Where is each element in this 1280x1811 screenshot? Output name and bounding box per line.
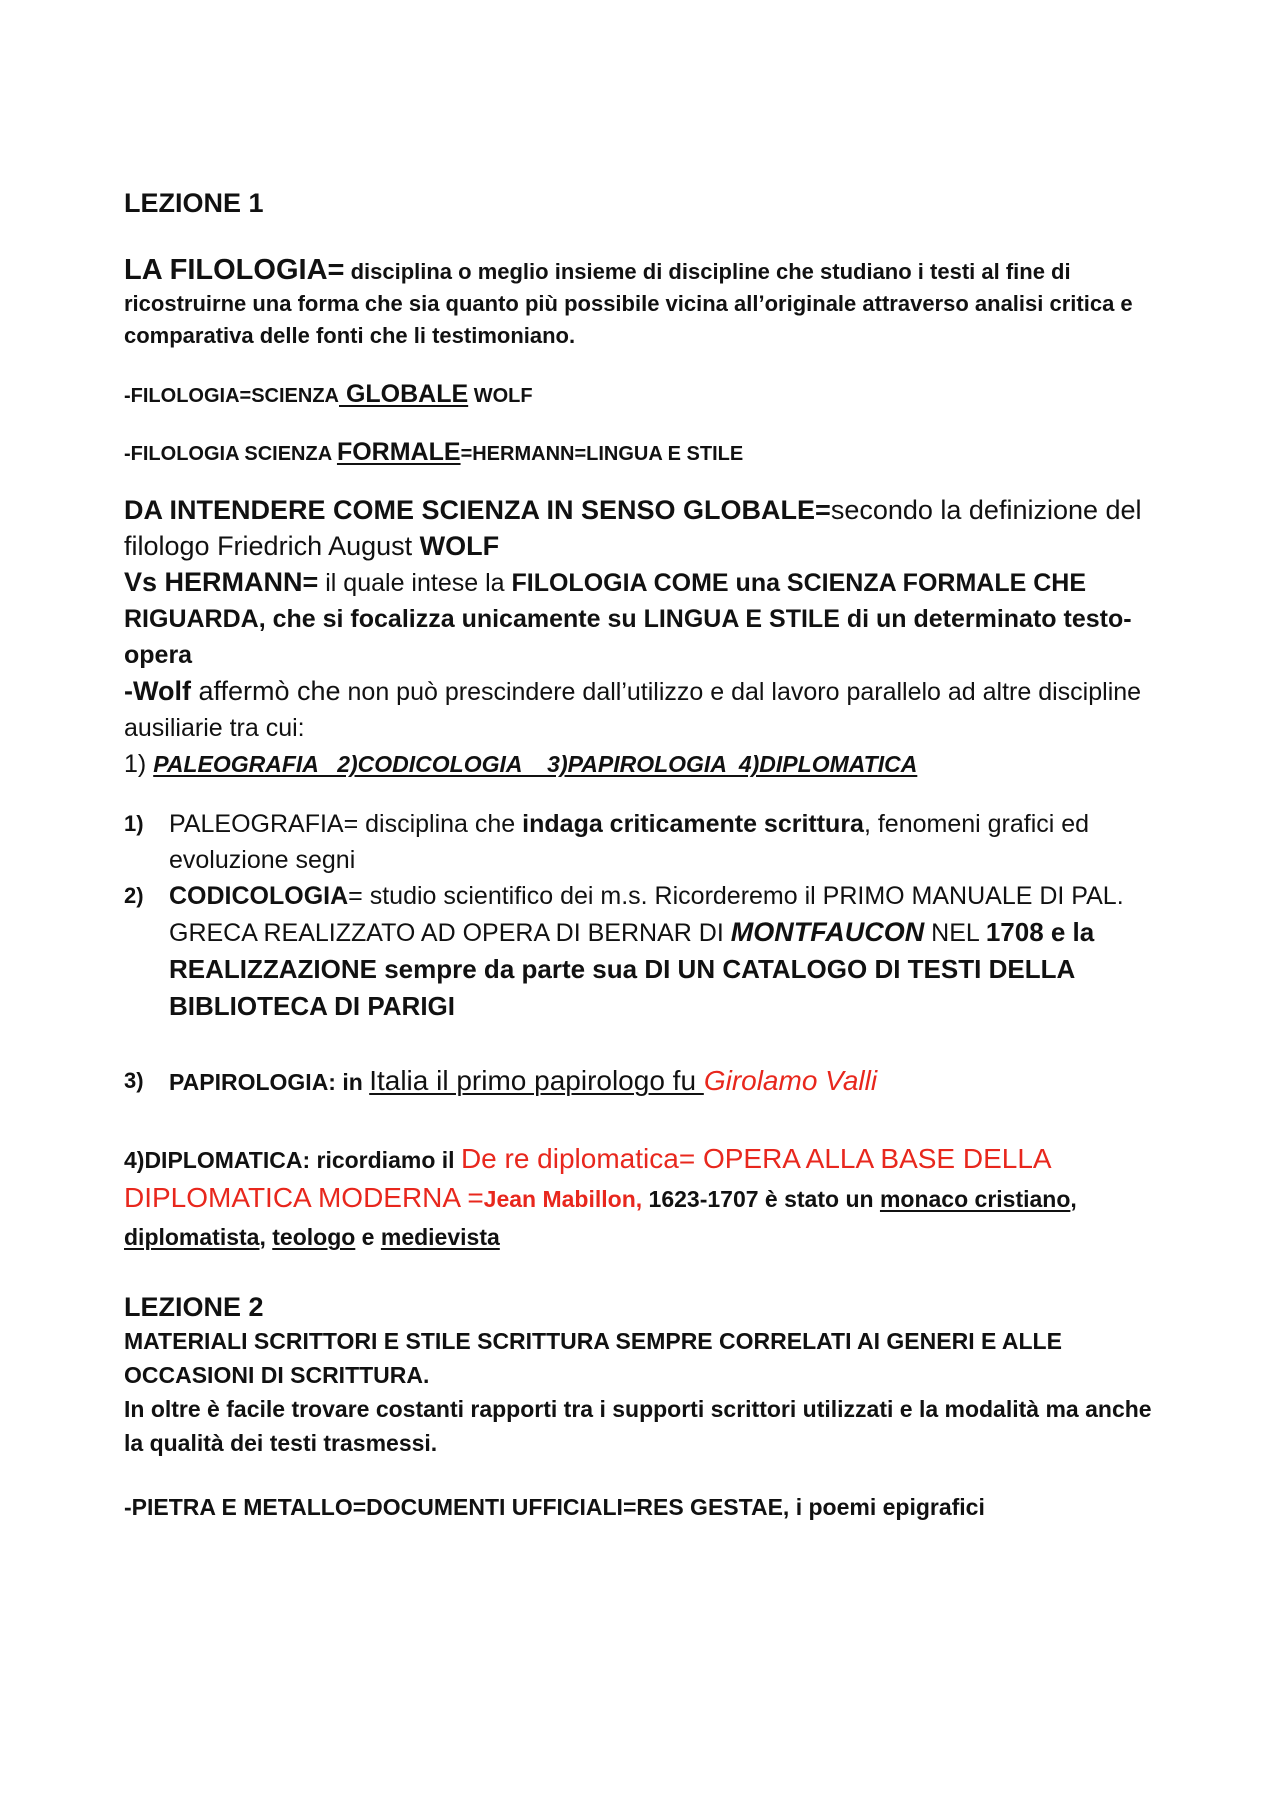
globale-keyword: GLOBALE xyxy=(339,380,469,408)
filologia-term: LA FILOLOGIA= xyxy=(124,254,345,286)
ausiliarie-line: 1) PALEOGRAFIA 2)CODICOLOGIA 3)PAPIROLOGIA 4)DIPLOMATICA xyxy=(124,750,918,778)
diplomatica-paragraph: 4)DIPLOMATICA: ricordiamo il De re diplomatica= OPERA ALLA BASE DELLA DIPLOMATICA MODERNA =Jean Mabillon, 1623-1707 è stato un monaco cristiano, diplomatista, teologo e medievista xyxy=(124,1143,1077,1250)
inoltre-paragraph: In oltre è facile trovare costanti rapporti tra i supporti scrittori utilizzati e la modalità ma anche la qualità dei testi trasmessi. xyxy=(124,1396,1152,1456)
list-item-codicologia: 2) CODICOLOGIA= studio scientifico dei m.s. Ricorderemo il PRIMO MANUALE DI PAL. GRECA REALIZZATO AD OPERA DI BERNAR DI MONTFAUCON NEL 1708 e la REALIZZAZIONE sempre da parte sua DI UN CATALOGO DI TESTI DELLA BIBLIOTECA DI PARIGI xyxy=(124,882,1124,1021)
vs-hermann-paragraph: Vs HERMANN= il quale intese la FILOLOGIA COME una SCIENZA FORMALE CHE RIGUARDA, che si focalizza unicamente su LINGUA E STILE di un determinato testo-opera xyxy=(124,567,1132,669)
filologia-definition xyxy=(124,254,1164,352)
notes-body xyxy=(124,186,1164,1524)
materiali-paragraph: MATERIALI SCRITTORI E STILE SCRITTURA SEMPRE CORRELATI AI GENERI E ALLE OCCASIONI DI SCRITTURA. xyxy=(124,1328,1062,1388)
intendere-paragraph: DA INTENDERE COME SCIENZA IN SENSO GLOBALE=secondo la definizione del filologo Friedrich August WOLF xyxy=(124,495,1142,561)
pietra-paragraph: -PIETRA E METALLO=DOCUMENTI UFFICIALI=RES GESTAE, i poemi epigrafici xyxy=(124,1494,985,1520)
de-re-diplomatica: De re diplomatica= OPERA ALLA BASE DELLA DIPLOMATICA MODERNA = xyxy=(124,1143,1051,1213)
list-item-paleografia: 1) PALEOGRAFIA= disciplina che indaga criticamente scrittura, fenomeni grafici ed evoluzione segni xyxy=(124,810,1090,874)
ausiliarie-list: PALEOGRAFIA 2)CODICOLOGIA 3)PAPIROLOGIA 4)DIPLOMATICA xyxy=(153,751,918,777)
filologia-def-text: disciplina o meglio insieme di discipline che studiano i testi al fine di ricostruirne una forma che sia quanto più possibile vicina all’originale attraverso analisi critica e comparativa delle fonti che li testimoniano. xyxy=(124,259,1133,348)
list-item-papirologia: 3) PAPIROLOGIA: in Italia il primo papirologo fu Girolamo Valli xyxy=(124,1065,878,1096)
girolamo-valli: Girolamo Valli xyxy=(703,1065,878,1096)
line-formale: -FILOLOGIA SCIENZA FORMALE=HERMANN=LINGUA E STILE xyxy=(124,438,744,466)
line-globale: -FILOLOGIA=SCIENZA GLOBALE WOLF xyxy=(124,380,533,408)
formale-keyword: FORMALE xyxy=(336,438,461,466)
discipline-list xyxy=(124,806,1164,1025)
lesson-1-title: LEZIONE 1 xyxy=(124,188,264,218)
lesson-2-title: LEZIONE 2 xyxy=(124,1292,264,1322)
wolf-paragraph: -Wolf affermò che non può prescindere dall’utilizzo e dal lavoro parallelo ad altre discipline ausiliarie tra cui: xyxy=(124,676,1142,742)
